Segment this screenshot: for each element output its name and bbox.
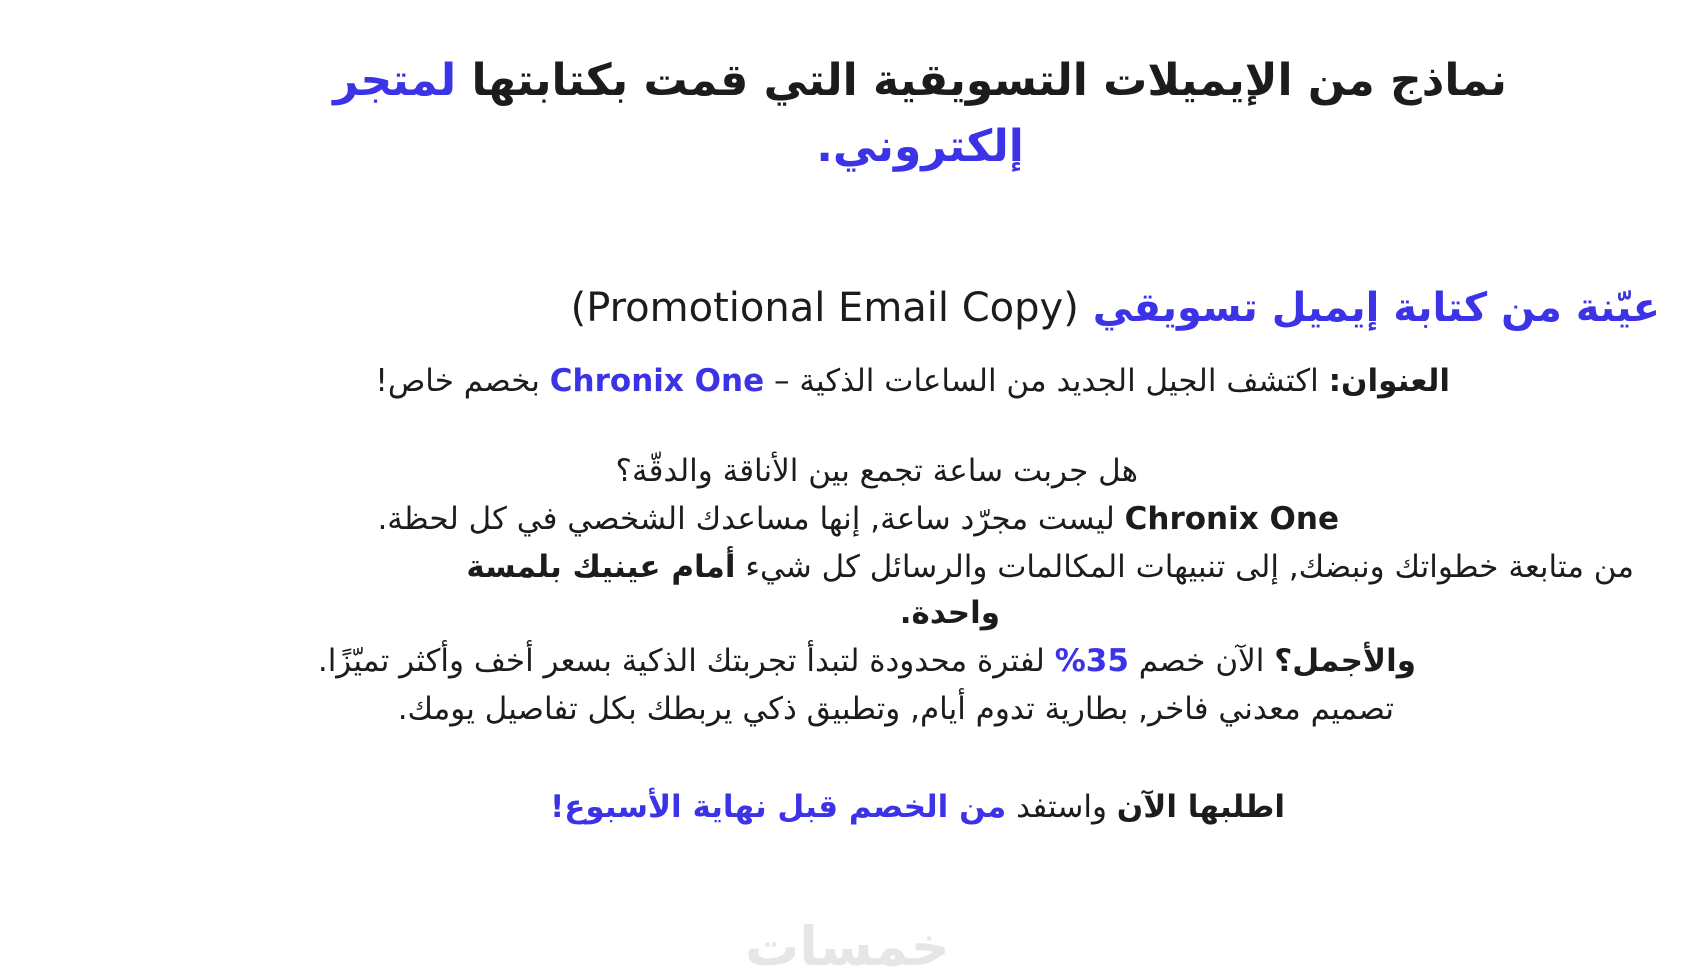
line3-text: من متابعة خطواتك ونبضك, إلى تنبيهات المكالمات والرسائل كل شيء <box>745 549 1634 585</box>
line3-bold: أمام عينيك بلمسة <box>466 549 736 585</box>
line2-brand: Chronix One <box>1124 501 1339 537</box>
email-line-1: هل جربت ساعة تجمع بين الأناقة والدقّة؟ <box>615 453 1138 489</box>
line4-bold: والأجمل؟ <box>1274 643 1416 679</box>
cta-mid: واستفد <box>1016 789 1107 825</box>
title-text: نماذج من الإيميلات التسويقية التي قمت بكتابتها <box>471 55 1507 106</box>
email-line-3-continued: واحدة. <box>899 595 1000 631</box>
email-subject-line <box>375 358 1450 404</box>
discount-badge: 35% <box>1054 643 1129 679</box>
sample-heading <box>460 278 1660 338</box>
email-line-5: تصميم معدني فاخر, بطارية تدوم أيام, وتطبيق ذكي يربطك بكل تفاصيل يومك. <box>397 691 1394 727</box>
line2-text: ليست مجرّد ساعة, إنها مساعدك الشخصي في كل لحظة. <box>377 501 1115 537</box>
cta-bold: اطلبها الآن <box>1116 789 1285 825</box>
email-cta-line <box>550 784 1285 830</box>
subject-text: اكتشف الجيل الجديد من الساعات الذكية – <box>774 363 1319 399</box>
title-highlight: لمتجر إلكتروني. <box>333 55 1024 172</box>
cta-highlight: من الخصم قبل نهاية الأسبوع! <box>550 789 1007 825</box>
email-line-3 <box>466 544 1634 590</box>
line4-before: الآن خصم <box>1138 643 1265 679</box>
subject-brand: Chronix One <box>549 363 765 399</box>
email-line-2 <box>377 496 1339 542</box>
email-line-4 <box>318 638 1416 684</box>
khamsat-watermark: خمسات <box>745 915 950 978</box>
subject-label: العنوان: <box>1328 363 1450 399</box>
sample-heading-arabic: عيّنة من كتابة إيميل تسويقي <box>1092 285 1660 331</box>
page-title <box>230 48 1610 180</box>
sample-heading-english: (Promotional Email Copy) <box>570 285 1079 331</box>
line4-after: لفترة محدودة لتبدأ تجربتك الذكية بسعر أخف وأكثر تميّزًا. <box>317 643 1045 679</box>
subject-suffix: بخصم خاص! <box>375 363 540 399</box>
